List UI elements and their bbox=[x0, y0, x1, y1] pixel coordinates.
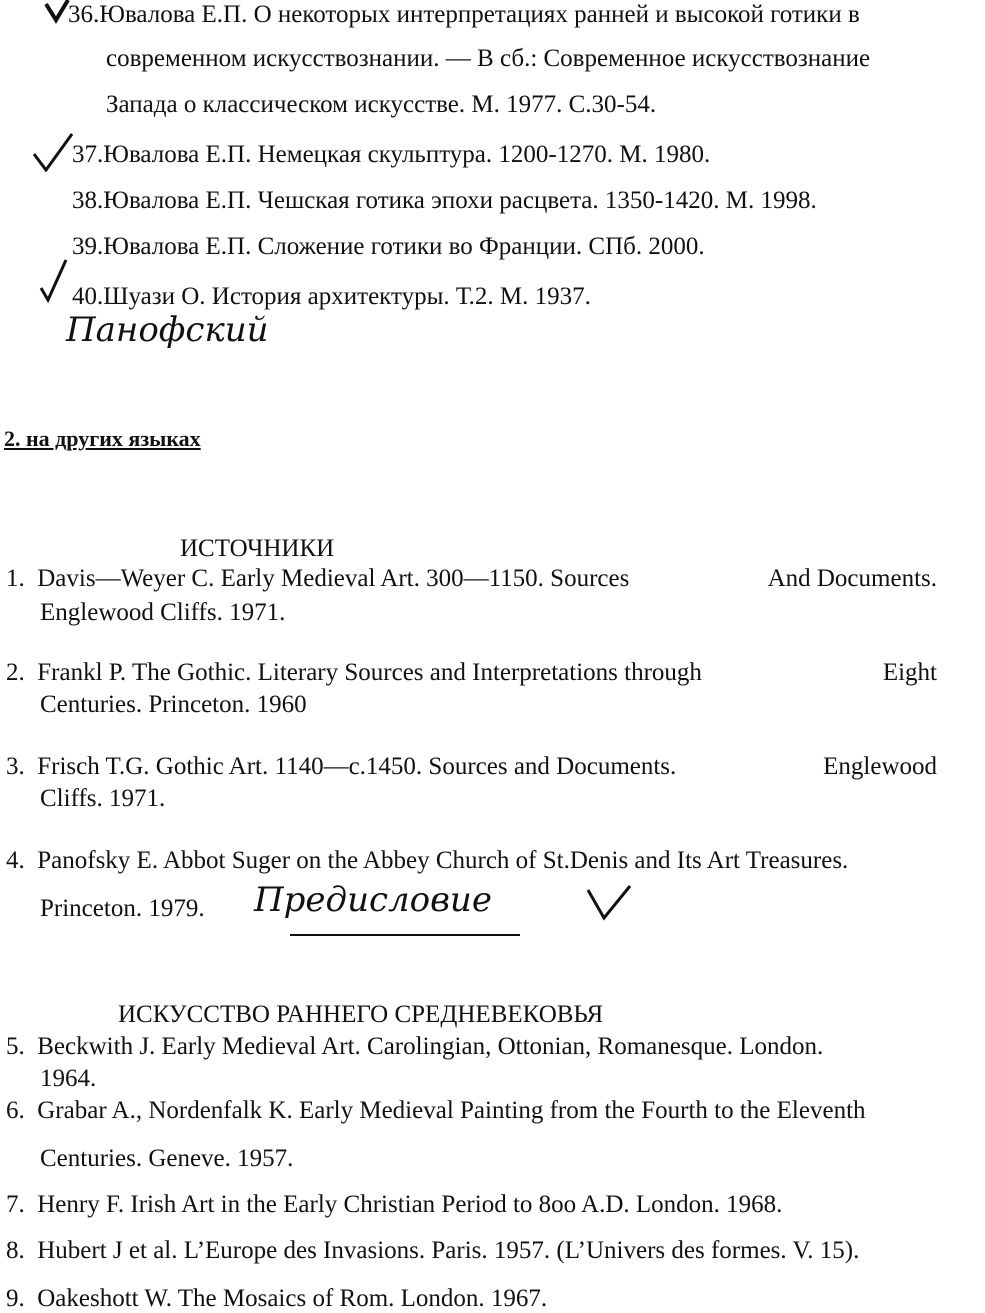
ref-36: 36.Ювалова Е.П. О некоторых интерпретациях ранней и высокой готики в bbox=[68, 1, 860, 28]
ref-36-line3: Запада о классическом искусстве. М. 1977. С.30-54. bbox=[106, 91, 657, 118]
handwritten-underline bbox=[290, 934, 520, 936]
item-5-line2: 1964. bbox=[40, 1065, 97, 1092]
ref-40: 40.Шуази О. История архитектуры. Т.2. М. 1937. bbox=[72, 283, 591, 310]
source-4: 4. Panofsky E. Abbot Suger on the Abbey Church of St.Denis and Its Art Treasures. bbox=[6, 847, 849, 874]
ref-36-line2: современном искусствознании. — В сб.: Современное искусствознание bbox=[106, 45, 871, 72]
early-medieval-heading: ИСКУССТВО РАННЕГО СРЕДНЕВЕКОВЬЯ bbox=[118, 1001, 604, 1028]
source-1-line2: Englewood Cliffs. 1971. bbox=[40, 599, 286, 626]
check-mark-icon bbox=[38, 258, 70, 304]
item-8: 8. Hubert J et al. L’Europe des Invasions. Paris. 1957. (L’Univers des formes. V. 15). bbox=[6, 1237, 860, 1264]
item-7: 7. Henry F. Irish Art in the Early Christian Period to 8oo A.D. London. 1968. bbox=[6, 1191, 783, 1218]
source-2: 2. Frankl P. The Gothic. Literary Sources and Interpretations through Eight bbox=[6, 659, 937, 686]
item-6-line2: Centuries. Geneve. 1957. bbox=[40, 1145, 294, 1172]
item-9: 9. Oakeshott W. The Mosaics of Rom. London. 1967. bbox=[6, 1285, 548, 1312]
item-6: 6. Grabar A., Nordenfalk K. Early Medieval Painting from the Fourth to the Eleventh bbox=[6, 1097, 866, 1124]
source-1: 1. Davis—Weyer C. Early Medieval Art. 300—1150. Sources And Documents. bbox=[6, 565, 937, 592]
ref-38: 38.Ювалова Е.П. Чешская готика эпохи расцвета. 1350-1420. М. 1998. bbox=[72, 187, 817, 214]
source-3: 3. Frisch T.G. Gothic Art. 1140—c.1450. Sources and Documents. Englewood bbox=[6, 753, 937, 780]
source-2-line2: Centuries. Princeton. 1960 bbox=[40, 691, 307, 718]
sources-heading: ИСТОЧНИКИ bbox=[180, 535, 335, 562]
item-5: 5. Beckwith J. Early Medieval Art. Carolingian, Ottonian, Romanesque. London. bbox=[6, 1033, 824, 1060]
ref-37: 37.Ювалова Е.П. Немецкая скульптура. 1200-1270. М. 1980. bbox=[72, 141, 711, 168]
handwritten-note-preface: Предисловие bbox=[254, 880, 492, 920]
ref-39: 39.Ювалова Е.П. Сложение готики во Франции. СПб. 2000. bbox=[72, 233, 705, 260]
source-4-line2: Princeton. 1979. bbox=[40, 895, 205, 922]
check-mark-icon bbox=[32, 132, 74, 172]
section-heading-other-languages: 2. на других языках bbox=[4, 426, 201, 451]
check-mark-icon bbox=[44, 0, 70, 24]
handwritten-note-panofsky: Панофский bbox=[66, 310, 269, 350]
source-3-line2: Cliffs. 1971. bbox=[40, 785, 166, 812]
check-mark-icon bbox=[586, 884, 634, 922]
